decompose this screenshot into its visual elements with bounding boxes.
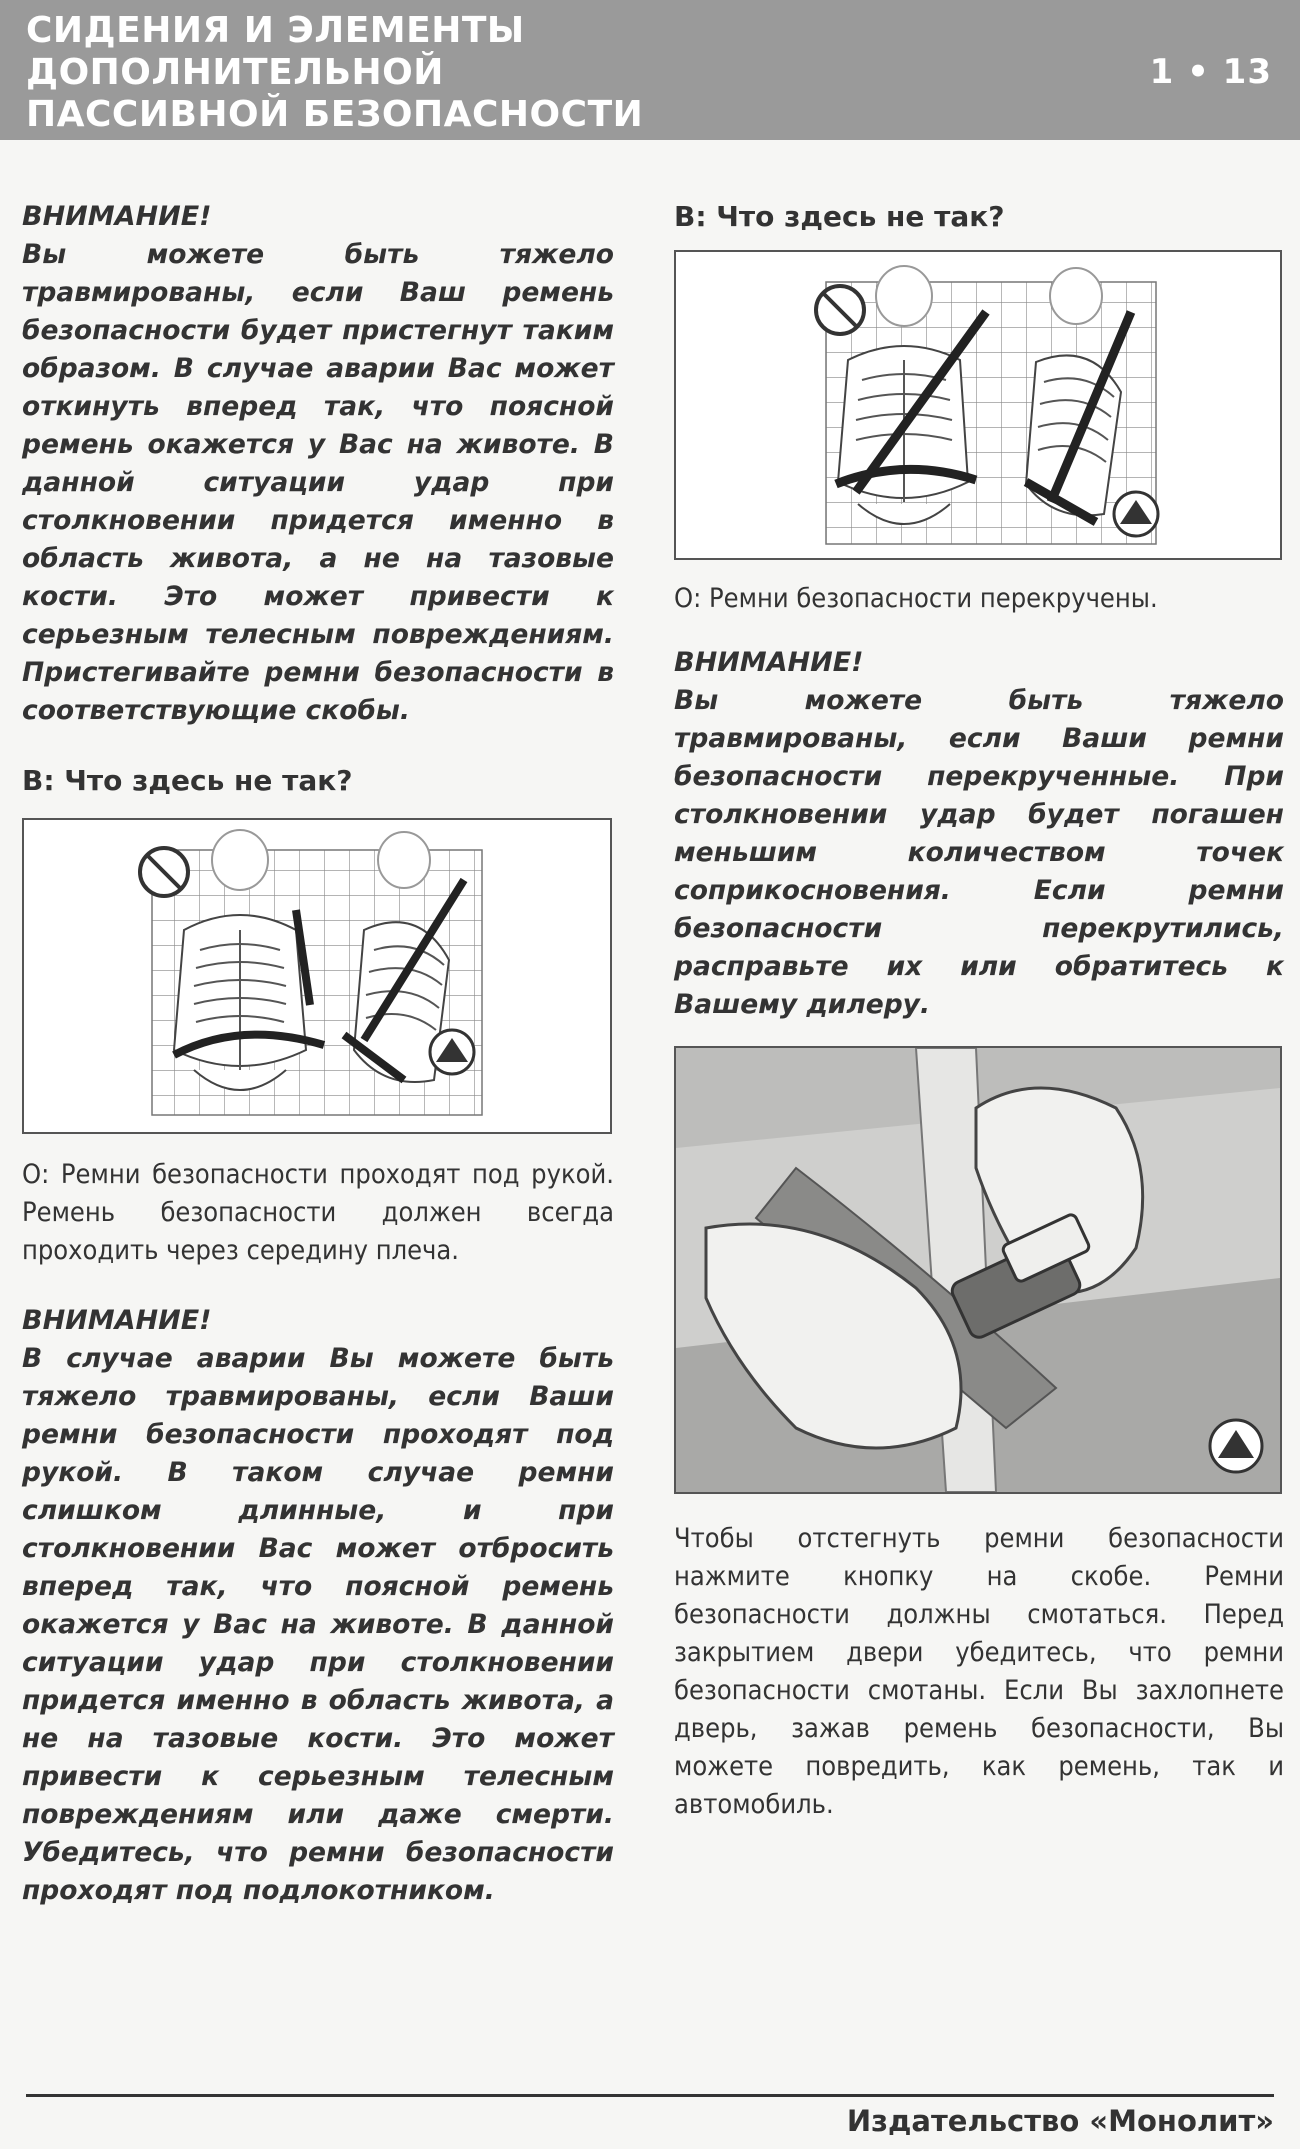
figure-belt-under-arm	[22, 818, 612, 1134]
figure-twisted-belts	[674, 250, 1282, 560]
warning-text: Вы можете быть тяжело травмированы, если Ваши ремни безопасности перекрученные. При столкновении удар будет погашен меньшим количеством точек соприкосновения. Если ремни безопасности перекрутились, расправьте их или обратитесь к Вашему дилеру.	[674, 685, 1284, 1020]
figure-belt-under-arm-illustration	[24, 820, 610, 1132]
warning-title: ВНИМАНИЕ!	[674, 647, 864, 678]
question-label: В: Что здесь не так?	[674, 200, 1005, 233]
warning-text: В случае аварии Вы можете быть тяжело травмированы, если Ваши ремни безопасности проходят под рукой. В таком случае ремни слишком длинные, и при столкновении Вас может отбросить вперед так, что поясной ремень окажется у Вас на животе. В данной ситуации удар при столкновении придется именно в область живота, а не на тазовые кости. Это может привести к серьезным телесным повреждениям или даже смерти. Убедитесь, что ремни безопасности проходят под подлокотником.	[22, 1343, 614, 1906]
page-header	[0, 0, 1300, 140]
unbuckle-instructions: Чтобы отстегнуть ремни безопасности нажмите кнопку на скобе. Ремни безопасности должны смотаться. Перед закрытием двери убедитесь, что ремни безопасности смотаны. Если Вы захлопнете дверь, зажав ремень безопасности, Вы можете повредить, как ремень, так и автомобиль.	[674, 1523, 1284, 1820]
section-title	[26, 10, 846, 136]
left-column	[22, 198, 614, 1910]
figure-twisted-belts-illustration	[676, 252, 1280, 558]
photo-buckle-release	[674, 1046, 1282, 1494]
warning-title: ВНИМАНИЕ!	[22, 1305, 212, 1336]
publisher-name: Издательство «Монолит»	[846, 2104, 1274, 2138]
answer-text: О: Ремни безопасности проходят под рукой. Ремень безопасности должен всегда проходить через середину плеча.	[22, 1159, 614, 1266]
warning-text: Вы можете быть тяжело травмированы, если Ваш ремень безопасности будет пристегнут таким образом. В случае аварии Вас может откинуть вперед так, что поясной ремень окажется у Вас на животе. В данной ситуации удар при столкновении придется именно в область живота, а не на тазовые кости. Это может привести к серьезным телесным повреждениям. Пристегивайте ремни безопасности в соответствующие скобы.	[22, 239, 614, 726]
section-title-line2: ПАССИВНОЙ БЕЗОПАСНОСТИ	[26, 94, 644, 135]
prohibited-icon	[140, 848, 188, 896]
right-column	[674, 198, 1284, 1824]
monolit-logo	[430, 1030, 474, 1074]
monolit-logo	[1114, 492, 1158, 536]
question-label: В: Что здесь не так?	[22, 764, 353, 797]
prohibited-icon	[816, 286, 864, 334]
page-number: 1 • 13	[1149, 52, 1272, 92]
section-title-line1: СИДЕНИЯ И ЭЛЕМЕНТЫ ДОПОЛНИТЕЛЬНОЙ	[26, 10, 525, 93]
footer-divider	[26, 2094, 1274, 2097]
monolit-logo	[1210, 1420, 1262, 1472]
warning-title: ВНИМАНИЕ!	[22, 201, 212, 232]
photo-buckle-release-illustration	[676, 1048, 1280, 1492]
answer-text: О: Ремни безопасности перекручены.	[674, 583, 1158, 614]
